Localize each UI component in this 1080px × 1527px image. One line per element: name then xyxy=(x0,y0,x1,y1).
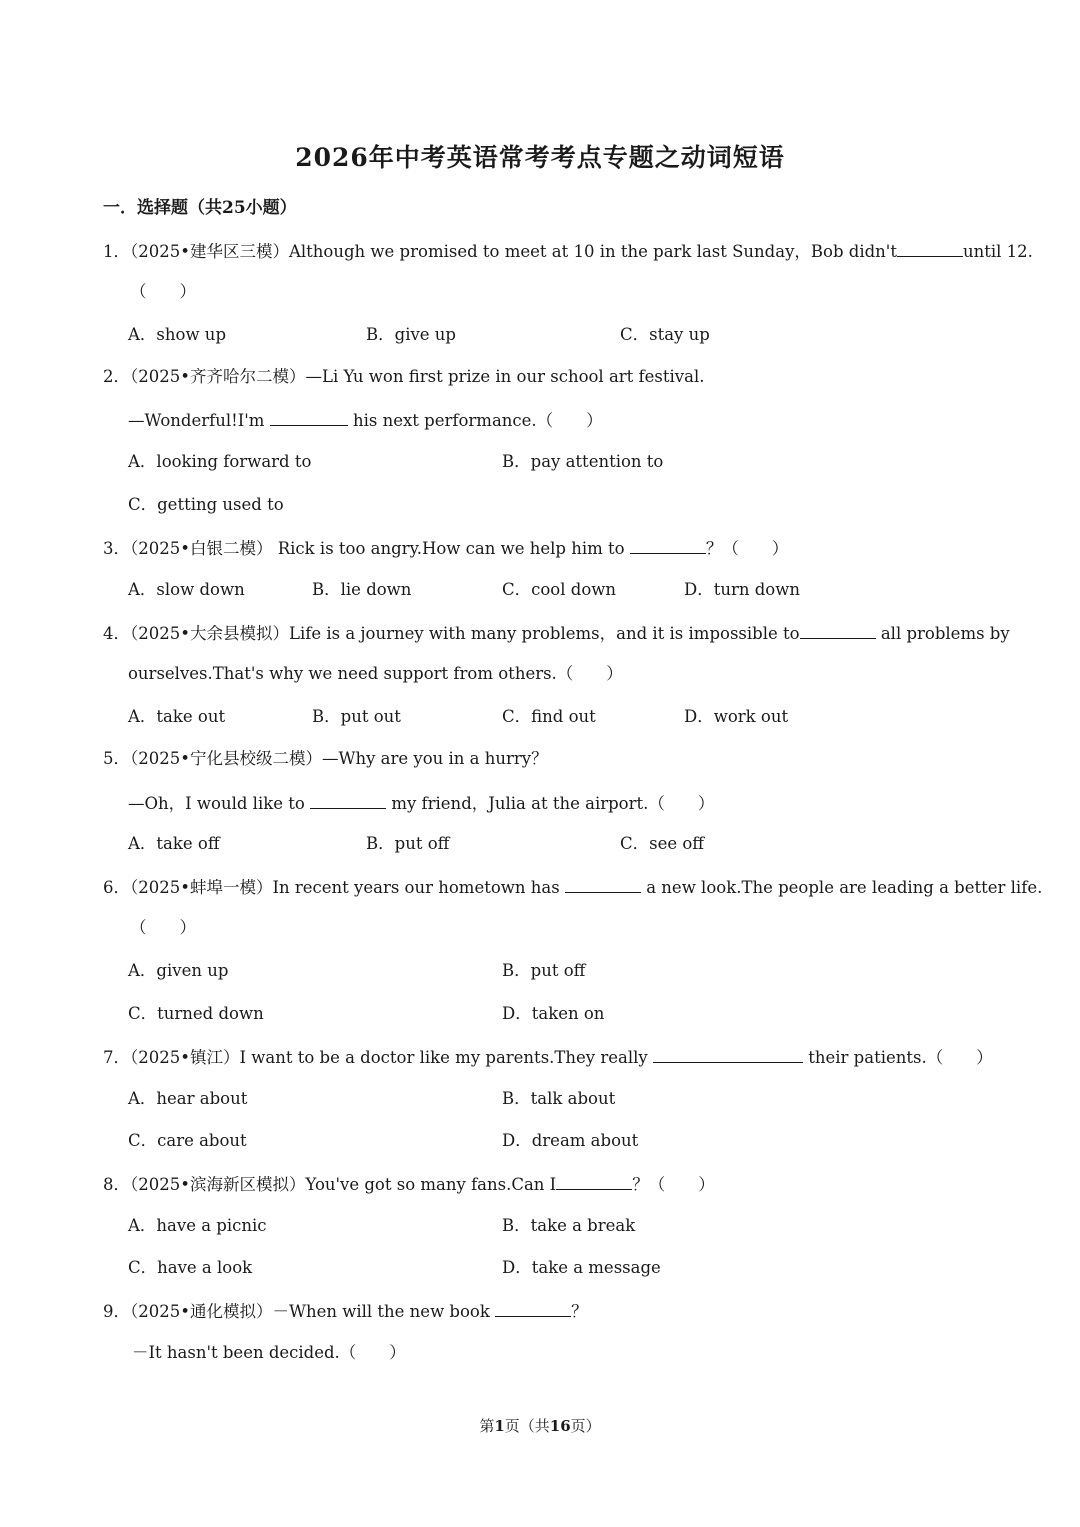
q7-option-d: D．dream about xyxy=(502,1131,639,1150)
q5-option-b: B．put off xyxy=(366,834,450,853)
answer-blank xyxy=(800,620,876,639)
answer-blank xyxy=(630,535,706,554)
q2-option-b: B．pay attention to xyxy=(502,452,664,471)
q7-option-a: A．hear about xyxy=(128,1089,248,1108)
q6-option-c: C．turned down xyxy=(128,1004,264,1023)
question-7-stem: 7．（2025•镇江）I want to be a doctor like my parents.They really their patients.（ ） xyxy=(103,1044,993,1070)
q6-option-b: B．put off xyxy=(502,961,586,980)
page-title: 2026年中考英语常考考点专题之动词短语 xyxy=(295,143,785,172)
question-9-line2: －It hasn't been decided.（ ） xyxy=(132,1343,406,1362)
q1-option-b: B．give up xyxy=(366,325,456,344)
q7-option-b: B．talk about xyxy=(502,1089,616,1108)
answer-blank xyxy=(270,407,348,426)
q3-option-b: B．lie down xyxy=(312,580,412,599)
q4-option-a: A．take out xyxy=(128,707,226,726)
q2-option-a: A．looking forward to xyxy=(128,452,312,471)
q4-option-c: C．find out xyxy=(502,707,596,726)
q3-option-a: A．slow down xyxy=(128,580,245,599)
q8-option-b: B．take a break xyxy=(502,1216,636,1235)
total-pages: 16 xyxy=(549,1417,571,1435)
q7-option-c: C．care about xyxy=(128,1131,247,1150)
current-page: 1 xyxy=(494,1417,505,1435)
q1-option-c: C．stay up xyxy=(620,325,710,344)
q2-option-c: C．getting used to xyxy=(128,495,284,514)
answer-blank xyxy=(653,1044,803,1063)
q6-option-d: D．taken on xyxy=(502,1004,605,1023)
question-2-line2: —Wonderful!I'm his next performance.（ ） xyxy=(128,407,603,433)
question-1-paren: （ ） xyxy=(130,282,196,301)
answer-blank xyxy=(495,1298,571,1317)
question-3-stem: 3．（2025•白银二模） Rick is too angry.How can we help him to ？（ ） xyxy=(103,535,788,561)
q4-option-d: D．work out xyxy=(684,707,789,726)
question-4-line2: ourselves.That's why we need support from others.（ ） xyxy=(128,664,623,683)
q4-option-b: B．put out xyxy=(312,707,401,726)
answer-blank xyxy=(897,238,963,257)
question-5-stem: 5．（2025•宁化县校级二模）—Why are you in a hurry？ xyxy=(103,749,548,768)
question-6-stem: 6．（2025•蚌埠一模）In recent years our hometown has a new look.The people are leading a better life. xyxy=(103,874,1042,900)
q6-option-a: A．given up xyxy=(128,961,229,980)
q3-option-c: C．cool down xyxy=(502,580,617,599)
answer-blank xyxy=(565,874,641,893)
question-4-stem: 4．（2025•大余县模拟）Life is a journey with many problems，and it is impossible to all problems by xyxy=(103,620,1010,646)
question-8-stem: 8．（2025•滨海新区模拟）You've got so many fans.Can I ？（ ） xyxy=(103,1171,715,1197)
q8-option-d: D．take a message xyxy=(502,1258,661,1277)
question-1-stem: 1．（2025•建华区三模）Although we promised to meet at 10 in the park last Sunday，Bob didn't until 12. xyxy=(103,238,1033,264)
answer-blank xyxy=(310,790,386,809)
question-2-stem: 2．（2025•齐齐哈尔二模）—Li Yu won first prize in our school art festival. xyxy=(103,367,705,386)
q5-option-a: A．take off xyxy=(128,834,220,853)
q1-option-a: A．show up xyxy=(128,325,227,344)
question-9-stem: 9．（2025•通化模拟）－When will the new book ？ xyxy=(103,1298,588,1324)
question-6-paren: （ ） xyxy=(130,918,196,937)
q8-option-a: A．have a picnic xyxy=(128,1216,267,1235)
page-number-footer: 第1页（共16页） xyxy=(479,1417,601,1435)
q3-option-d: D．turn down xyxy=(684,580,800,599)
q8-option-c: C．have a look xyxy=(128,1258,253,1277)
section-heading: 一．选择题（共25小题） xyxy=(103,198,297,218)
question-5-line2: —Oh，I would like to my friend，Julia at the airport.（ ） xyxy=(128,790,714,816)
q5-option-c: C．see off xyxy=(620,834,705,853)
answer-blank xyxy=(556,1171,632,1190)
